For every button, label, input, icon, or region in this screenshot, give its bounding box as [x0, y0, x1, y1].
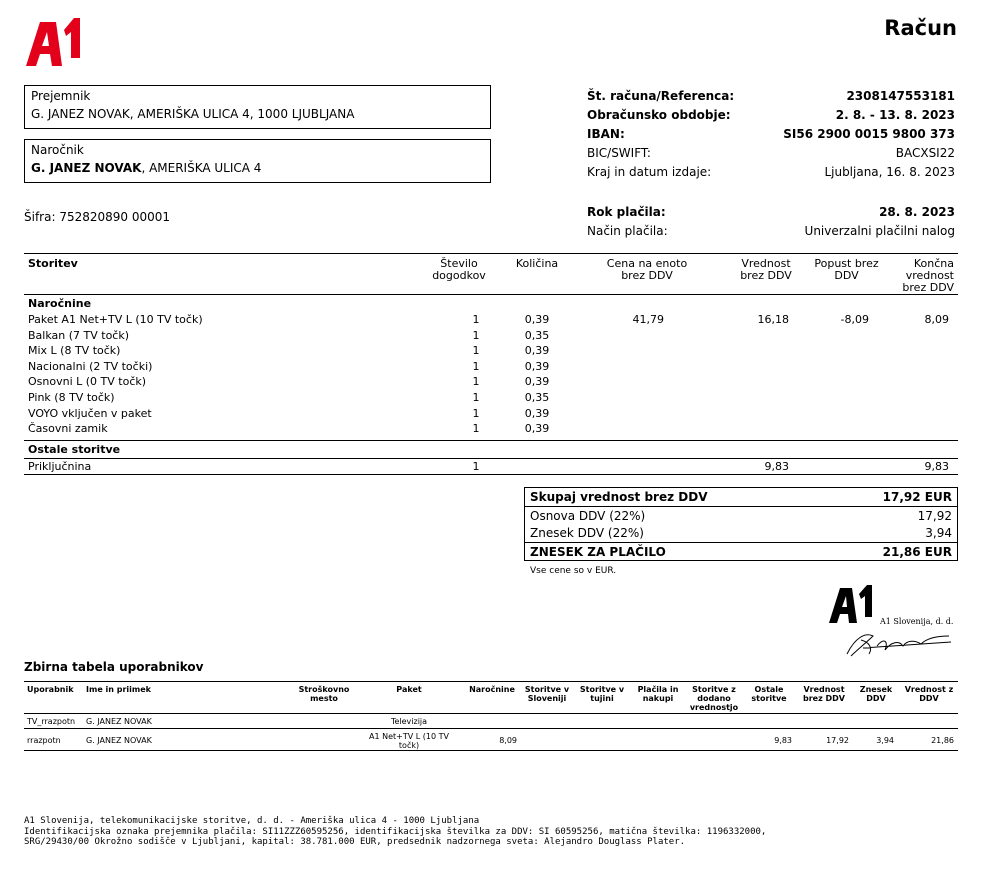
- uh-ostale: Ostale storitve: [751, 685, 787, 703]
- vat-base: Osnova DDV (22%) 17,92: [525, 506, 957, 524]
- a1-logo: [24, 16, 84, 68]
- cell-count: 1: [472, 375, 480, 389]
- cell-name: Mix L (8 TV točk): [28, 344, 121, 358]
- uh-placila: Plačila in nakupi: [637, 685, 679, 703]
- cell-qty: 0,39: [524, 359, 550, 373]
- cell-count: 1: [472, 359, 480, 373]
- cell-price: 41,79: [632, 313, 664, 326]
- table-row: [24, 343, 958, 359]
- uh-vrednost-z: Vrednost z DDV: [904, 685, 954, 703]
- header-storitev: Storitev: [28, 257, 78, 270]
- info-bic: BIC/SWIFT: BACXSI22: [587, 146, 955, 160]
- cell-qty: 0,39: [524, 344, 550, 358]
- uh-paket: Paket: [396, 685, 422, 694]
- info-reference: Št. računa/Referenca: 2308147553181: [587, 89, 955, 103]
- cell-value: 9,83: [764, 459, 789, 473]
- cell-count: 1: [472, 422, 480, 436]
- header-kolicina: Količina: [515, 257, 559, 270]
- uh-strosek: Stroškovno mesto: [298, 685, 350, 703]
- uh-storitve-slo: Storitve v Sloveniji: [524, 685, 570, 703]
- footer-line-2: Identifikacijska oznaka prejemnika plačila: SI11ZZZ60595256, identifikacijska številka za DDV: SI 60595256, matična številka: 1196332000,: [24, 826, 767, 837]
- header-koncna: Končna vrednost brez DDV: [902, 257, 954, 294]
- ostale-rows: [24, 459, 958, 475]
- info-payment-method: Način plačila: Univerzalni plačilni nalog: [587, 224, 955, 238]
- info-due-date: Rok plačila: 28. 8. 2023: [587, 205, 955, 219]
- cell-qty: 0,35: [524, 390, 550, 404]
- cell-name: Balkan (7 TV točk): [28, 328, 130, 342]
- users-table: [24, 681, 958, 751]
- total-without-vat: Skupaj vrednost brez DDV 17,92 EUR: [530, 490, 952, 504]
- cell-qty: 0,39: [524, 406, 550, 420]
- info-issue-date: Kraj in datum izdaje: Ljubljana, 16. 8. 2023: [587, 165, 955, 179]
- info-iban: IBAN: SI56 2900 0015 9800 373: [587, 127, 955, 141]
- cell-qty: 0,39: [524, 422, 550, 436]
- table-row: [24, 459, 958, 475]
- uh-uporabnik: Uporabnik: [27, 685, 74, 694]
- cell-name: Paket A1 Net+TV L (10 TV točk): [28, 313, 203, 326]
- footer: [24, 816, 766, 848]
- uh-vrednost-brez: Vrednost brez DDV: [802, 685, 845, 703]
- amount-due: ZNESEK ZA PLAČILO 21,86 EUR: [525, 542, 957, 560]
- cell-count: 1: [472, 459, 480, 473]
- uh-znesek-ddv: Znesek DDV: [859, 685, 893, 703]
- table-row: [24, 374, 958, 390]
- users-table-header: [24, 681, 958, 714]
- uh-storitve-dodano: Storitve z dodano vrednostjo: [689, 685, 739, 712]
- cell-count: 1: [472, 313, 480, 326]
- recipient-box: [24, 85, 491, 129]
- header-popust: Popust brez DDV: [814, 257, 879, 282]
- currency-note: Vse cene so v EUR.: [530, 566, 617, 576]
- users-table-title: Zbirna tabela uporabnikov: [24, 660, 204, 674]
- cell-count: 1: [472, 344, 480, 358]
- signature-image: [843, 628, 953, 660]
- section-narocnine: Naročnine: [28, 297, 92, 310]
- subscriber-box: [24, 139, 491, 183]
- cell-name: Priključnina: [28, 459, 92, 473]
- customer-code: Šifra: 752820890 00001: [24, 210, 171, 224]
- header-stevilo: Število dogodkov: [432, 257, 486, 282]
- cell-name: Osnovni L (0 TV točk): [28, 375, 147, 389]
- cell-name: Časovni zamik: [28, 422, 108, 436]
- table-row: [24, 406, 958, 422]
- cell-count: 1: [472, 328, 480, 342]
- info-period: Obračunsko obdobje: 2. 8. - 13. 8. 2023: [587, 108, 955, 122]
- page-title: Račun: [884, 16, 957, 40]
- table-row: [24, 421, 958, 437]
- uh-narocnine: Naročnine: [469, 685, 515, 694]
- recipient-label: Prejemnik: [31, 89, 91, 103]
- table-row: [24, 312, 958, 328]
- cell-final: 8,09: [924, 313, 949, 326]
- table-row: [24, 328, 958, 344]
- header-vrednost: Vrednost brez DDV: [740, 257, 792, 282]
- company-name-small: A1 Slovenija, d. d.: [880, 617, 954, 626]
- narocnine-rows: [24, 312, 958, 437]
- cell-count: 1: [472, 390, 480, 404]
- recipient-value: G. JANEZ NOVAK, AMERIŠKA ULICA 4, 1000 LJUBLJANA: [31, 107, 355, 121]
- services-table: [24, 253, 958, 475]
- cell-count: 1: [472, 406, 480, 420]
- services-table-header: [24, 253, 958, 295]
- cell-final: 9,83: [924, 459, 949, 473]
- subscriber-name: G. JANEZ NOVAK: [31, 161, 142, 175]
- cell-discount: -8,09: [840, 313, 869, 326]
- subscriber-label: Naročnik: [31, 143, 84, 157]
- vat-amount: Znesek DDV (22%) 3,94: [530, 526, 952, 540]
- cell-name: VOYO vključen v paket: [28, 406, 152, 420]
- uh-storitve-tujini: Storitve v tujini: [579, 685, 625, 703]
- uh-ime: Ime in priimek: [86, 685, 151, 694]
- section-ostale: Ostale storitve: [28, 442, 121, 456]
- header-cena: Cena na enoto brez DDV: [606, 257, 688, 282]
- users-row-1: TV_rrazpotn G. JANEZ NOVAK Televizija: [27, 717, 428, 726]
- users-row-2: rrazpotn G. JANEZ NOVAK A1 Net+TV L (10 TV točk) 8,09 9,83 17,92 3,94 21,86: [24, 728, 958, 751]
- a1-logo-small: [828, 583, 876, 625]
- cell-name: Pink (8 TV točk): [28, 390, 115, 404]
- subscriber-address: , AMERIŠKA ULICA 4: [141, 161, 262, 175]
- footer-line-3: SRG/29430/00 Okrožno sodišče v Ljubljani, kapital: 38.781.000 EUR, predsednik nadzornega sveta: Alejandro Douglass Plater.: [24, 837, 686, 847]
- cell-value: 16,18: [757, 313, 789, 326]
- cell-qty: 0,39: [524, 375, 550, 389]
- table-row: [24, 359, 958, 375]
- cell-name: Nacionalni (2 TV točki): [28, 359, 153, 373]
- totals-box: [524, 487, 958, 561]
- cell-qty: 0,35: [524, 328, 550, 342]
- cell-qty: 0,39: [524, 313, 550, 326]
- table-row: [24, 390, 958, 406]
- footer-line-1: A1 Slovenija, telekomunikacijske storitve, d. d. - Ameriška ulica 4 - 1000 Ljubljana: [24, 816, 480, 826]
